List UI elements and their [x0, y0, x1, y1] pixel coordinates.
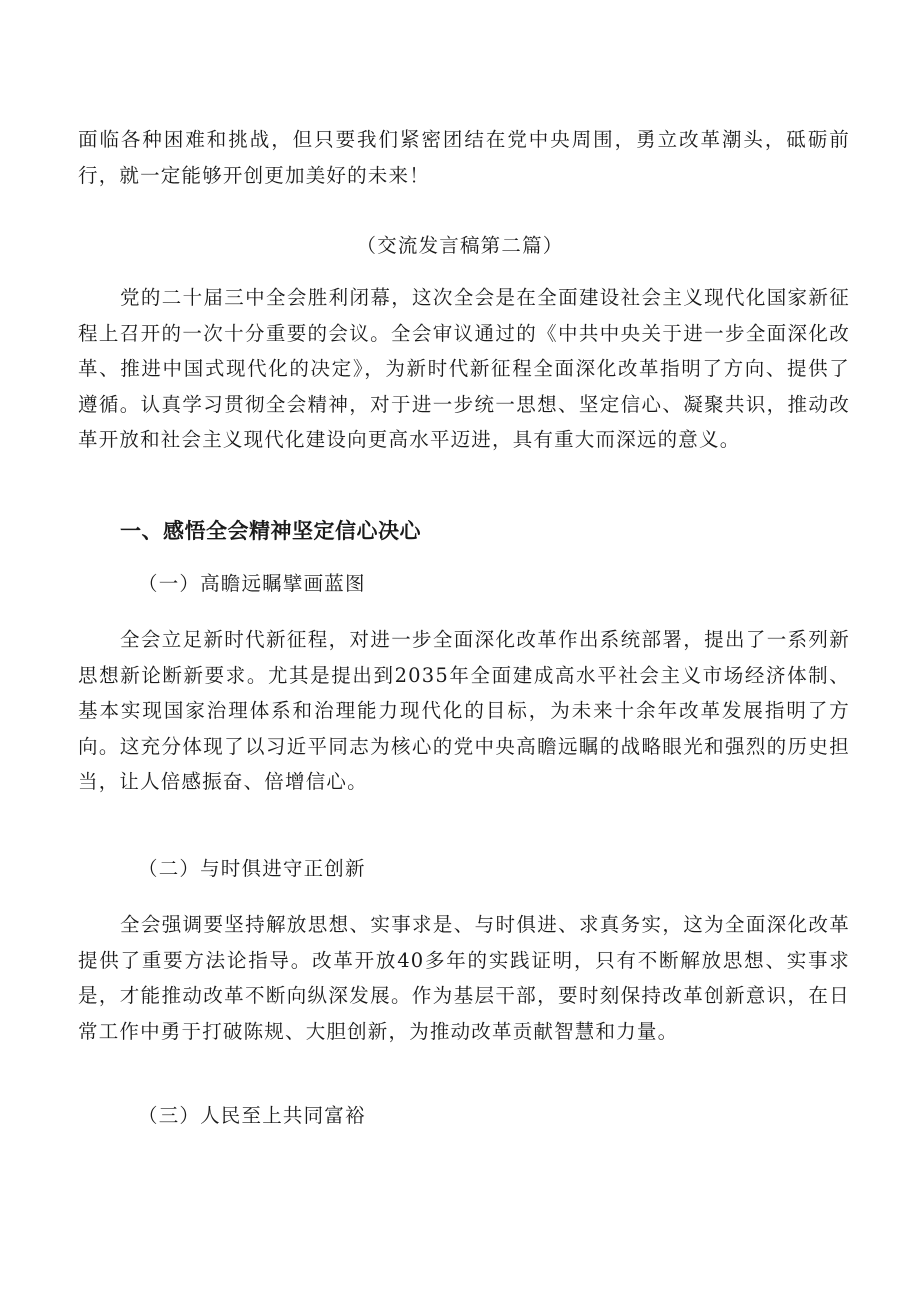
section-title: （交流发言稿第二篇）: [356, 234, 564, 257]
subsection-1-paragraph: 全会立足新时代新征程，对进一步全面深化改革作出系统部署，提出了一系列新思想新论断新要求。尤其是提出到2035年全面建成高水平社会主义市场经济体制、基本实现国家治理体系和治理能力现代化的目标，为未来十余年改革发展指明了方向。这充分体现了以习近平同志为核心的党中央高瞻远瞩的战略眼光和强烈的历史担当，让人倍感振奋、倍增信心。: [78, 628, 850, 793]
subheading-3: （三）人民至上共同富裕: [138, 1104, 366, 1127]
subsection-2-paragraph: 全会强调要坚持解放思想、实事求是、与时俱进、求真务实，这为全面深化改革提供了重要方法论指导。改革开放40多年的实践证明，只有不断解放思想、实事求是，才能推动改革不断向纵深发展。作为基层干部，要时刻保持改革创新意识，在日常工作中勇于打破陈规、大胆创新，为推动改革贡献智慧和力量。: [78, 913, 850, 1043]
subheading-2: （二）与时俱进守正创新: [138, 857, 366, 880]
subheading-1: （一）高瞻远瞩擘画蓝图: [138, 572, 366, 595]
intro-paragraph: 面临各种困难和挑战，但只要我们紧密团结在党中央周围，勇立改革潮头，砥砺前行，就一定能够开创更加美好的未来！: [78, 128, 850, 187]
heading-level-1: 一、感悟全会精神坚定信心决心: [120, 519, 421, 543]
opening-paragraph: 党的二十届三中全会胜利闭幕，这次全会是在全面建设社会主义现代化国家新征程上召开的一次十分重要的会议。全会审议通过的《中共中央关于进一步全面深化改革、推进中国式现代化的决定》，为新时代新征程全面深化改革指明了方向、提供了遵循。认真学习贯彻全会精神，对于进一步统一思想、坚定信心、凝聚共识，推动改革开放和社会主义现代化建设向更高水平迈进，具有重大而深远的意义。: [78, 286, 850, 451]
